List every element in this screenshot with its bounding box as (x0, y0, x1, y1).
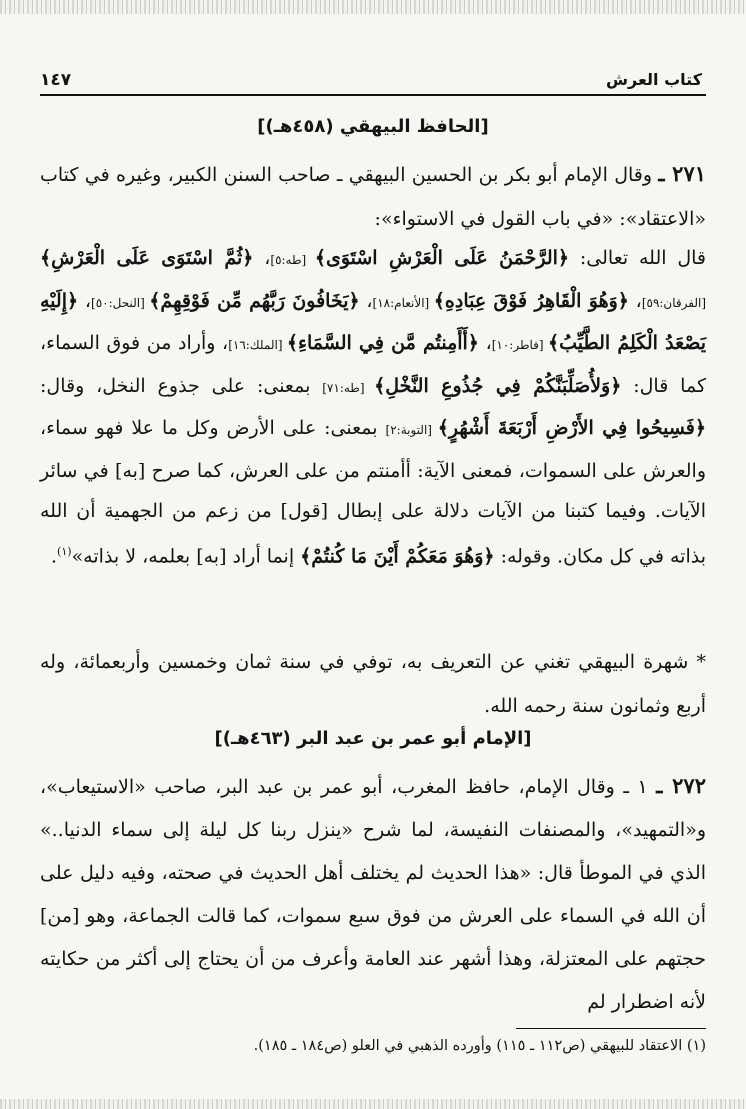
footnote-separator (516, 1028, 706, 1029)
quote-text: ، (253, 247, 271, 269)
book-title: كتاب العرش (605, 70, 702, 89)
quote-text: ، (628, 289, 642, 312)
quran-verse: ﴿وَهُوَ الْقَاهِرُ فَوْقَ عِبَادِهِ﴾ (433, 289, 629, 312)
footnote-ref: (١) (57, 544, 72, 558)
verse-citation: [النحل:٥٠] (91, 295, 150, 310)
quran-verse: ﴿أَأَمِنتُم مَّن فِي السَّمَاءِ﴾ (286, 332, 479, 354)
entry-271-quote (40, 238, 706, 576)
scan-edge-bottom (0, 1099, 746, 1109)
quran-verse: ﴿يَخَافُونَ رَبَّهُم مِّن فَوْقِهِمْ﴾ (149, 289, 360, 312)
entry-271-intro-text: وقال الإمام أبو بكر بن الحسين البيهقي ـ صاحب السنن الكبير، وغيره في كتاب «الاعتقاد»: «في باب القول في الاستواء»: (40, 164, 706, 230)
footnote-1: (١) الاعتقاد للبيهقي (ص١١٢ ـ ١١٥) وأورده الذهبي في العلو (ص١٨٤ ـ ١٨٥). (253, 1038, 706, 1054)
quote-text: بمعنى: على الأرض وكل ما علا فهو سماء، والعرش على السموات، فمعنى الآية: أأمنتم من على العرش، كما صرح [به] في سائر الآيات. وفيما كتبنا من الآيات دلالة على إبطال [قول] من زعم من الجهمية أن الله بذاته في كل مكان. وقوله: (40, 417, 706, 567)
page-number: ١٤٧ (40, 70, 72, 90)
quran-verse: ﴿وَلأُصَلِّبَنَّكُمْ فِي جُذُوعِ النَّخْلِ﴾ (374, 374, 622, 397)
quran-verse: ﴿الرَّحْمَنُ عَلَى الْعَرْشِ اسْتَوَى﴾ (314, 247, 570, 269)
section-heading-bayhaqi: [الحافظ البيهقي (٤٥٨هـ)] (257, 116, 489, 137)
section-heading-ibn-abd-al-barr: [الإمام أبو عمر بن عبد البر (٤٦٣هـ)] (214, 728, 532, 749)
quote-text: بمعنى: على جذوع النخل، وقال: (40, 374, 323, 397)
quote-text: قال الله تعالى: (569, 247, 707, 269)
biography-note: * شهرة البيهقي تغني عن التعريف به، توفي في سنة ثمان وخمسين وأربعمائة، وله أربع وثمانون سنة رحمه الله. (40, 651, 706, 717)
quote-text: إنما أراد [به] بعلمه، لا بذاته» (71, 544, 301, 567)
verse-citation: [طه:٥] (270, 253, 315, 267)
book-page (40, 60, 706, 1090)
verse-citation: [الأنعام:١٨] (372, 295, 434, 310)
quran-verse: ﴿وَهُوَ مَعَكُمْ أَيْنَ مَا كُنتُمْ﴾ (300, 544, 495, 567)
verse-citation: [فاطر:١٠] (491, 338, 548, 352)
verse-citation: [الفرقان:٥٩] (641, 295, 707, 310)
verse-citation: [الملك:١٦] (228, 338, 287, 352)
entry-number-272: ٢٧٢ ـ (656, 773, 706, 798)
entry-272-text: ١ ـ وقال الإمام، حافظ المغرب، أبو عمر بن عبد البر، صاحب «الاستيعاب»، و«التمهيد»، والمصنفات النفيسة، لما شرح «ينزل ربنا كل ليلة إلى سماء الدنيا..» الذي في الموطأ قال: «هذا الحديث لم يختلف أهل الحديث في صحته، وفيه دليل على أن الله في السماء على العرش من فوق سبع سموات، كما قالت الجماعة، وهو [من] حجتهم على المعتزلة، وهذا أشهر عند العامة وأعرف من أن يحتاج إلى أكثر من حكايته لأنه اضطرار لم (40, 776, 706, 1013)
running-header (40, 70, 706, 96)
quran-verse: ﴿إِلَيْهِ يَصْعَدُ الْكَلِمُ الطَّيِّبُ﴾ (40, 289, 706, 354)
quran-verse: ﴿ثُمَّ اسْتَوَى عَلَى الْعَرْشِ﴾ (40, 247, 254, 269)
verse-citation: [طه:٧١] (322, 380, 375, 395)
quote-text: ، (359, 289, 373, 312)
quote-text: ، (78, 289, 92, 312)
scan-edge-top (0, 0, 746, 14)
quote-text: ، (478, 332, 492, 354)
entry-number-271: ٢٧١ ـ (658, 161, 707, 186)
entry-272 (40, 764, 706, 1024)
quran-verse: ﴿فَسِيحُوا فِي الأَرْضِ أَرْبَعَةَ أَشْهُرٍ﴾ (437, 417, 706, 439)
verse-citation: [التوبة:٢] (385, 423, 438, 437)
quote-text: ، وأراد من فوق السماء، كما قال: (40, 332, 706, 397)
quote-text: . (51, 544, 58, 567)
entry-271-intro (40, 152, 706, 241)
